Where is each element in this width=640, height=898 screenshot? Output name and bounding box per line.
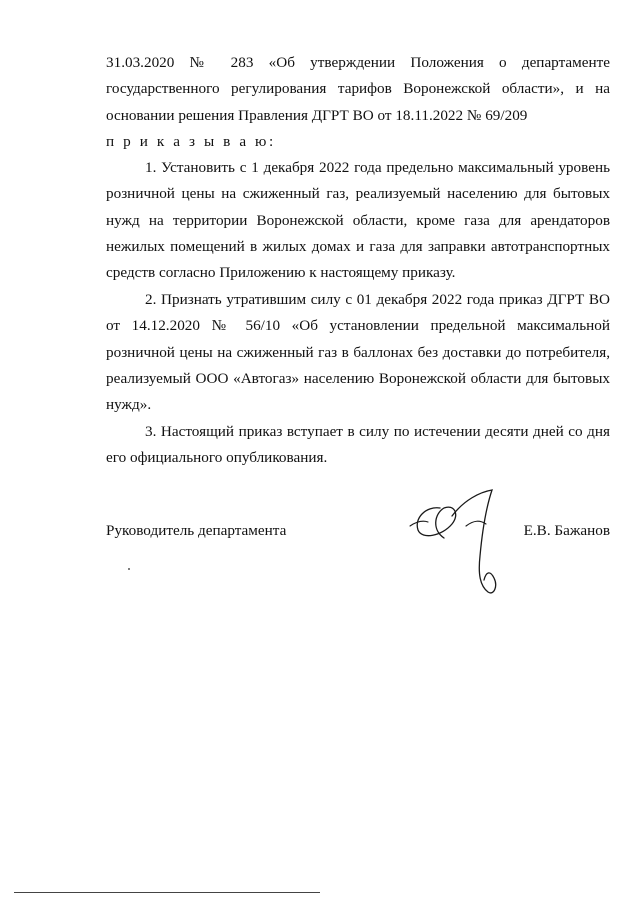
scan-speck — [128, 568, 130, 570]
item-2-line-5: нужд». — [106, 396, 152, 414]
item-1-line-2: розничной цены на сжиженный газ, реализуемый населению для бытовых — [106, 185, 610, 203]
signer-name: Е.В. Бажанов — [523, 522, 610, 539]
item-1-line-3: нужд на территории Воронежской области, кроме газа для арендаторов — [106, 211, 610, 229]
item-1-line-4: нежилых помещений в жилых домах и газа для заправки автотранспортных — [106, 237, 610, 255]
intro-paragraph — [106, 50, 610, 155]
item-2-line-3: розничной цены на сжиженный газ в баллонах без доставки до потребителя, — [106, 343, 610, 361]
item-1-line-1: 1. Установить с 1 декабря 2022 года предельно максимальный уровень — [145, 159, 610, 176]
intro-line-2: государственного регулирования тарифов Воронежской области», и на — [106, 80, 610, 98]
orders-word: п р и к а з ы в а ю: — [106, 132, 276, 150]
signature-block — [106, 522, 610, 546]
item-1-line-5: средств согласно Приложению к настоящему приказу. — [106, 264, 456, 282]
signer-title: Руководитель департамента — [106, 522, 287, 539]
item-3-line-1: 3. Настоящий приказ вступает в силу по истечении десяти дней со дня — [145, 423, 610, 440]
item-2-line-1: 2. Признать утратившим силу с 01 декабря 2022 года приказ ДГРТ ВО — [145, 291, 610, 308]
intro-line-3: основании решения Правления ДГРТ ВО от 18.11.2022 № 69/209 — [106, 106, 528, 124]
item-2-line-4: реализуемый ООО «Автогаз» населению Воронежской области для бытовых — [106, 369, 610, 387]
intro-line-1: 31.03.2020 № 283 «Об утверждении Положения о департаменте — [106, 54, 610, 71]
item-2-line-2: от 14.12.2020 № 56/10 «Об установлении предельной максимальной — [106, 317, 610, 335]
item-1-paragraph — [106, 155, 610, 286]
item-3-paragraph — [106, 419, 610, 472]
item-2-paragraph — [106, 287, 610, 418]
footer-divider — [14, 892, 320, 893]
item-3-line-2: его официального опубликования. — [106, 449, 328, 467]
